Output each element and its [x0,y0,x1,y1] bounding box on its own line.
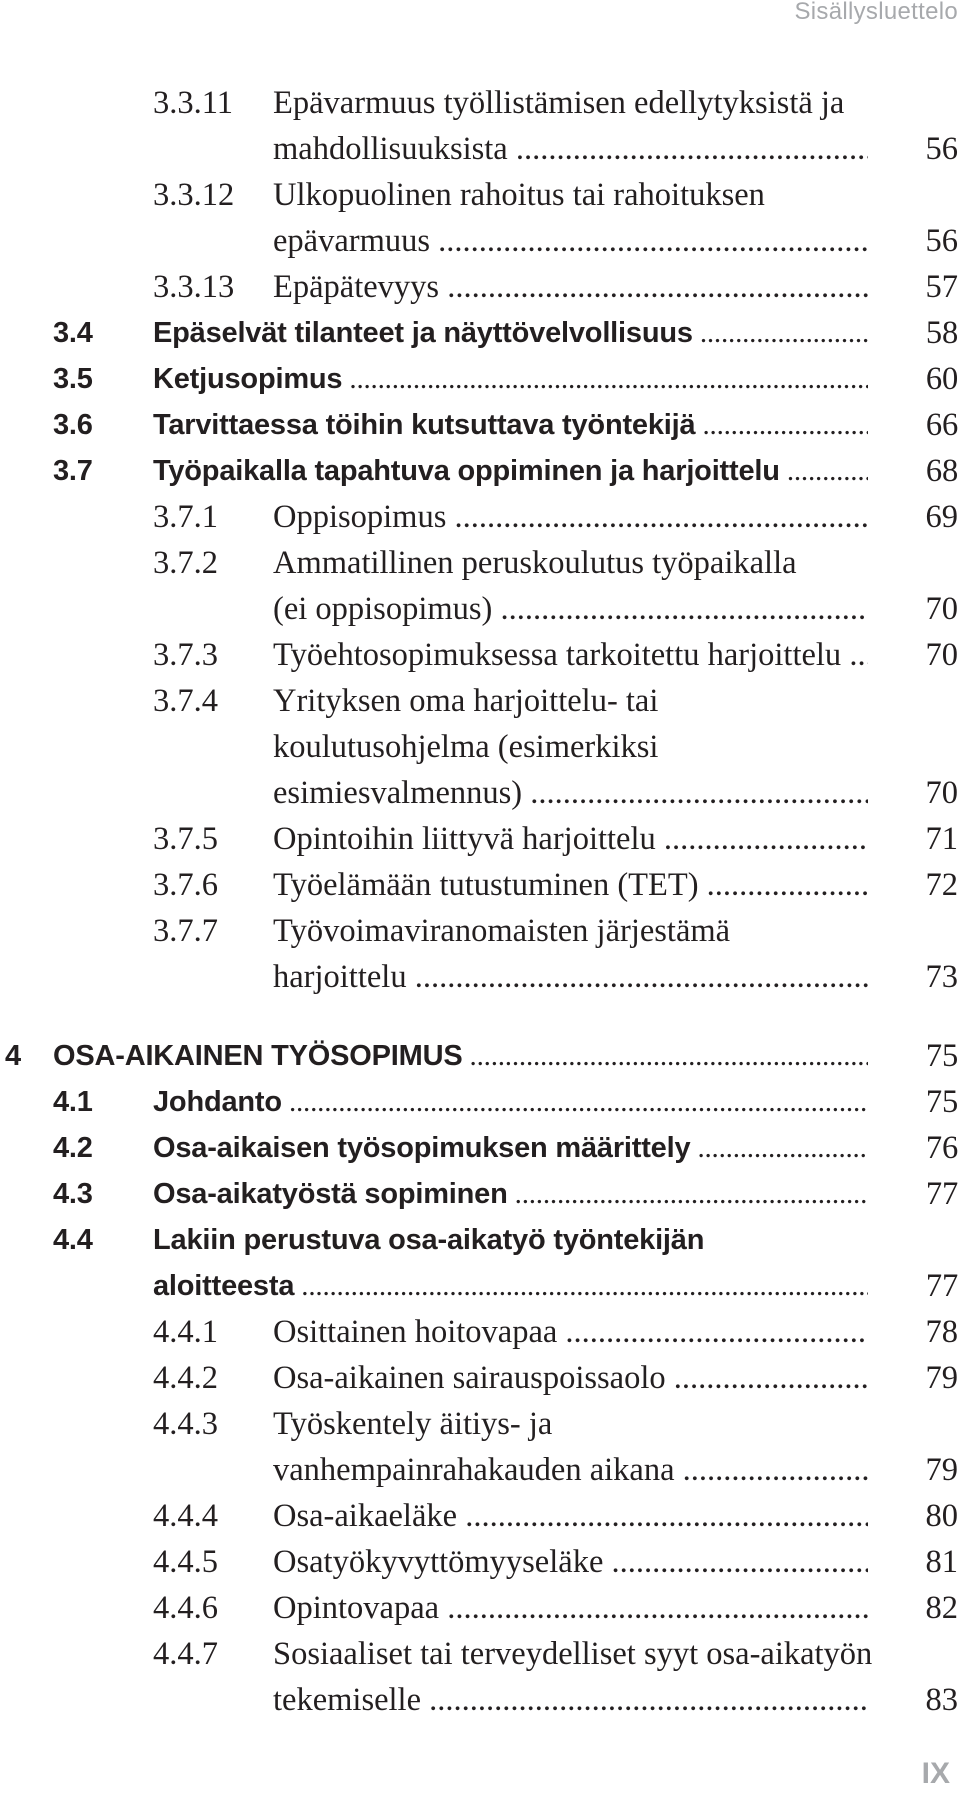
toc-entry-line [0,954,960,1000]
toc-entry-title-line [273,126,868,172]
toc-entry-line [0,632,960,678]
toc-leader-dots [508,1178,868,1210]
toc-entry-number: 3.7.6 [153,867,218,903]
toc-entry-page: 77 [925,1176,958,1212]
toc-leader-dots [463,1040,869,1072]
toc-entry-line [0,1171,960,1217]
toc-entry-title-line [273,264,868,310]
page-number: IX [921,1757,950,1790]
toc-entry-page: 79 [925,1360,958,1396]
toc-entry-title-line [273,816,868,862]
toc-entry-title-line [273,632,868,678]
toc-entry-title: Tarvittaessa töihin kutsuttava työntekijä [153,409,696,441]
toc-entry-page: 68 [925,453,958,489]
toc-leader-dots [421,1682,868,1718]
toc-entry-title-line [273,1447,868,1493]
toc-entry-line [0,724,960,770]
toc-entry-title-line [153,402,868,448]
toc-entry-line [0,1079,960,1125]
toc-entry-title-line [273,586,868,632]
toc-leader-dots [508,131,868,167]
toc-entry-line [0,1263,960,1309]
toc-entry-title: Ketjusopimus [153,363,343,395]
toc-entry-title: OSA-AIKAINEN TYÖSOPIMUS [53,1040,463,1072]
toc-entry-title: Epäselvät tilanteet ja näyttövelvollisuus [153,317,693,349]
toc-entry-title-line [273,1585,868,1631]
toc-entry-title-line [273,494,868,540]
toc-entry-page: 66 [925,407,958,443]
toc-entry-title: Osa-aikainen sairauspoissaolo [273,1360,666,1396]
toc-entry-number: 4 [5,1040,21,1072]
toc-entry-title-line [153,1125,868,1171]
toc-entry-line [0,1125,960,1171]
toc-entry-title-line [153,448,868,494]
toc-entry-page: 60 [925,361,958,397]
toc-leader-dots [699,867,868,903]
toc-entry-number: 4.1 [53,1086,93,1118]
toc-entry-number: 4.4.5 [153,1544,218,1580]
toc-entry-line [0,586,960,632]
toc-entry-line [0,1493,960,1539]
toc-entry-title-line [273,1309,868,1355]
toc-leader-dots [282,1086,868,1118]
toc-entry-title: Ammatillinen peruskoulutus työpaikalla [273,545,797,581]
toc-leader-dots [492,591,868,627]
toc-entry-title-line [273,770,868,816]
toc-entry-page: 72 [925,867,958,903]
toc-leader-dots [675,1452,868,1488]
toc-entry-title: Oppisopimus [273,499,447,535]
toc-entry-number: 3.7.3 [153,637,218,673]
toc-entry-line [0,218,960,264]
toc-entry-page: 70 [925,775,958,811]
toc-leader-dots [666,1360,868,1396]
toc-entry-page: 71 [925,821,958,857]
toc-entry-title: Työelämään tutustuminen (TET) [273,867,699,903]
toc-entry-line [0,816,960,862]
toc-entry-page: 76 [925,1130,958,1166]
toc-entry-page: 83 [925,1682,958,1718]
toc-entry-title: Työehtosopimuksessa tarkoitettu harjoittelu [273,637,842,673]
toc-entry-title: Sosiaaliset tai terveydelliset syyt osa-aikatyön [273,1636,873,1672]
toc-entry-title-line [53,1033,868,1079]
toc-entry-title-line [273,954,868,1000]
toc-entry-number: 3.7.4 [153,683,218,719]
toc-entry-line [0,402,960,448]
toc-entry-page: 69 [925,499,958,535]
toc-entry-title-line [273,1539,868,1585]
toc-entry-number: 3.5 [53,363,93,395]
toc-entry-title: tekemiselle [273,1682,421,1718]
toc-entry-line [0,1585,960,1631]
toc-entry-number: 3.7 [53,455,93,487]
toc-entry-title: Ulkopuolinen rahoitus tai rahoituksen [273,177,765,213]
toc-entry-line [0,448,960,494]
toc-entry-page: 78 [925,1314,958,1350]
toc-entry-page: 75 [925,1084,958,1120]
toc-entry-line [0,1447,960,1493]
toc-entry-title: Lakiin perustuva osa-aikatyö työntekijän [153,1224,705,1256]
toc-entry-line [0,172,960,218]
toc-entry-page: 56 [925,131,958,167]
toc-entry-title: mahdollisuuksista [273,131,508,167]
toc-entry-title: Työpaikalla tapahtuva oppiminen ja harjoittelu [153,455,780,487]
toc-leader-dots [457,1498,868,1534]
toc-entry-line [0,770,960,816]
toc-leader-dots [446,499,868,535]
toc-entry-line [0,1677,960,1723]
toc-entry-page: 70 [925,591,958,627]
toc-entry-title: aloitteesta [153,1270,295,1302]
toc-leader-dots [695,409,868,441]
toc-entry-title: Opintovapaa [273,1590,440,1626]
toc-entry-number: 3.6 [53,409,93,441]
toc-entry-title: Osatyökyvyttömyyseläke [273,1544,604,1580]
toc-entry-line [0,1539,960,1585]
toc-entry-title-line [153,1263,868,1309]
toc-entry-title: Johdanto [153,1086,282,1118]
toc-entry-page: 73 [925,959,958,995]
toc-leader-dots [294,1270,868,1302]
toc-leader-dots [656,821,868,857]
toc-entry-page: 82 [925,1590,958,1626]
toc-entry-number: 4.4.3 [153,1406,218,1442]
toc-leader-dots [407,959,868,995]
toc-entry-title: Epäpätevyys [273,269,440,305]
toc-leader-dots [439,1590,868,1626]
toc-entry-number: 3.7.7 [153,913,218,949]
toc-entry-line [0,1309,960,1355]
toc-entry-title: Yrityksen oma harjoittelu- tai [273,683,659,719]
toc-entry-title: (ei oppisopimus) [273,591,493,627]
toc-entry-title-line [273,218,868,264]
toc-entry-line [0,126,960,172]
toc-entry-title: esimiesvalmennus) [273,775,523,811]
toc-entry-line [0,310,960,356]
toc-entry-number: 4.4.7 [153,1636,218,1672]
toc-entry-title-line [273,1677,868,1723]
toc-entry-number: 4.4 [53,1224,93,1256]
toc-entry-title: Opintoihin liittyvä harjoittelu [273,821,656,857]
toc-leader-dots [342,363,868,395]
toc-entry-title: vanhempainrahakauden aikana [273,1452,675,1488]
toc-leader-dots [522,775,868,811]
toc-leader-dots [430,223,868,259]
toc-entry-page: 58 [925,315,958,351]
toc-leader-dots [693,317,868,349]
toc-entry-title-line [153,310,868,356]
toc-leader-dots [690,1132,868,1164]
toc-entry-number: 4.3 [53,1178,93,1210]
toc-entry-title-line [273,862,868,908]
toc-entry-page: 56 [925,223,958,259]
toc-entry-title: Osittainen hoitovapaa [273,1314,558,1350]
toc-entry-page: 80 [925,1498,958,1534]
toc-entry-number: 4.2 [53,1132,93,1164]
toc-entry-line [0,80,960,126]
toc-entry-number: 3.3.12 [153,177,235,213]
toc-entry-page: 75 [925,1038,958,1074]
toc-entry-line [0,1217,960,1263]
toc-entry-page: 77 [925,1268,958,1304]
toc-entry-title: Osa-aikatyöstä sopiminen [153,1178,508,1210]
toc-entry-page: 57 [925,269,958,305]
toc-entry-title-line [273,1493,868,1539]
toc-entry-title: harjoittelu [273,959,407,995]
toc-entry-title: koulutusohjelma (esimerkiksi [273,729,659,765]
toc-entry-number: 3.7.5 [153,821,218,857]
toc-entry-line [0,1631,960,1677]
toc-entry-number: 4.4.6 [153,1590,218,1626]
toc-entry-line [0,356,960,402]
toc-entry-title: Osa-aikaisen työsopimuksen määrittely [153,1132,691,1164]
toc-entry-title-line [273,1355,868,1401]
toc-leader-dots [841,637,868,673]
running-header-title: Sisällysluettelo [794,0,958,25]
toc-entry-line [0,678,960,724]
toc-entry-number: 4.4.1 [153,1314,218,1350]
toc-entry-line [0,494,960,540]
toc-entry-title-line [153,1079,868,1125]
toc-entry-number: 3.3.11 [153,85,234,121]
toc-entry-number: 4.4.4 [153,1498,218,1534]
toc-entry-number: 3.7.2 [153,545,218,581]
toc-entry-title: Työvoimaviranomaisten järjestämä [273,913,731,949]
toc-leader-dots [557,1314,868,1350]
toc-entry-number: 3.4 [53,317,93,349]
toc-entry-title-line [153,356,868,402]
toc-entry-line [0,540,960,586]
toc-entry-number: 4.4.2 [153,1360,218,1396]
toc-leader-dots [780,455,868,487]
toc-entry-number: 3.7.1 [153,499,218,535]
toc-entry-page: 79 [925,1452,958,1488]
toc-entry-title: Osa-aikaeläke [273,1498,458,1534]
toc-entry-page: 81 [925,1544,958,1580]
toc-entry-number: 3.3.13 [153,269,235,305]
toc-entry-title-line [153,1171,868,1217]
toc-entry-line [0,1401,960,1447]
toc-entry-page: 70 [925,637,958,673]
toc-entry-line [0,1355,960,1401]
toc-entry-title: Epävarmuus työllistämisen edellytyksistä ja [273,85,845,121]
toc-entry-line [0,1033,960,1079]
toc-leader-dots [439,269,868,305]
toc-entry-title: Työskentely äitiys- ja [273,1406,553,1442]
toc-entry-line [0,862,960,908]
toc-entry-line [0,264,960,310]
toc-entry-title: epävarmuus [273,223,431,259]
toc-entry-line [0,908,960,954]
toc-leader-dots [603,1544,868,1580]
